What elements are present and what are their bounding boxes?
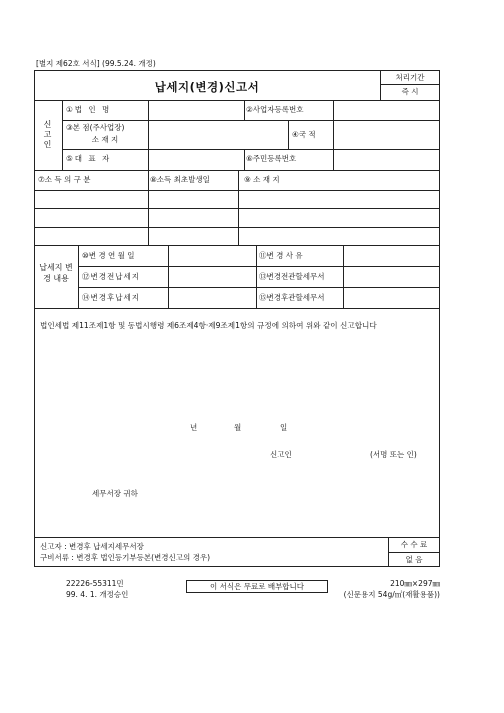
after-address-input[interactable] — [170, 289, 254, 306]
paper-type: (신문용지 54g/㎡(재활용품)) — [343, 590, 440, 599]
table-row[interactable] — [36, 210, 438, 225]
biz-reg-no-input[interactable] — [335, 102, 438, 118]
nationality-input[interactable] — [335, 122, 438, 147]
change-date-input[interactable] — [170, 247, 254, 264]
corp-name-label: ①법 인 명 — [66, 105, 112, 114]
representative-label: ⑤대 표 자 — [66, 154, 112, 163]
income-location-header: ⑨ 소 재 지 — [244, 175, 280, 184]
income-first-date-header: ⑧소득 최초발생일 — [150, 175, 210, 184]
resident-no-input[interactable] — [335, 151, 438, 168]
signature-note: (서명 또는 인) — [370, 450, 417, 459]
corp-name-input[interactable] — [150, 102, 242, 118]
form-number-note: [별지 제62호 서식] (99.5.24. 개정) — [36, 59, 156, 68]
approval-note: 99. 4. 1. 개정승인 — [66, 590, 129, 599]
before-office-label: ⑬변경전관할세무서 — [259, 272, 325, 281]
head-office-label: ③본 점(주사업장) — [66, 123, 125, 132]
after-office-label: ⑮변경후관할세무서 — [259, 293, 325, 302]
processing-period-label: 처리기간 — [395, 73, 425, 82]
processing-period-value: 즉 시 — [401, 87, 419, 96]
head-office-input[interactable] — [150, 122, 286, 147]
free-distribution-notice: 이 서식은 무료로 배부합니다 — [186, 580, 328, 593]
date-day: 일 — [280, 423, 288, 432]
representative-input[interactable] — [150, 151, 242, 168]
signature-label: 신고인 — [270, 450, 292, 459]
form-code: 22226-55311민 — [66, 579, 124, 588]
after-office-input[interactable] — [345, 289, 438, 306]
table-row[interactable] — [36, 229, 438, 243]
table-row[interactable] — [36, 192, 438, 206]
form-title: 납세지(변경)신고서 — [154, 80, 260, 94]
fee-value: 없 음 — [405, 555, 423, 564]
change-reason-label: ⑪변 경 사 유 — [259, 251, 303, 260]
submit-to-note: 신고자 : 변경후 납세지세무서장 — [40, 542, 144, 551]
change-reason-input[interactable] — [345, 247, 438, 264]
change-date-label: ⑩변 경 연 월 일 — [82, 251, 135, 260]
before-office-input[interactable] — [345, 268, 438, 285]
date-year: 년 — [190, 423, 198, 432]
paper-size: 210㎜×297㎜ — [390, 579, 440, 588]
before-address-input[interactable] — [170, 268, 254, 285]
reporter-section-label: 신고인 — [43, 120, 52, 150]
fee-label: 수 수 료 — [400, 540, 428, 549]
nationality-label: ④국 적 — [292, 130, 316, 139]
after-address-label: ⑭변경후납세지 — [82, 293, 140, 302]
head-office-address-label: 소 재 지 — [91, 135, 119, 144]
date-month: 월 — [234, 423, 242, 432]
declaration-statement: 법인세법 제11조제1항 및 동법시행령 제6조제4항·제9조제1항의 규정에 의하여 위와 같이 신고합니다 — [40, 321, 377, 330]
resident-no-label: ⑥주민등록번호 — [246, 154, 297, 163]
change-section-label: 납세지 변경 내용 — [39, 263, 73, 283]
addressee: 세무서장 귀하 — [92, 489, 138, 498]
biz-reg-no-label: ②사업자등록번호 — [246, 105, 304, 114]
income-type-header: ⑦소 득 의 구 분 — [38, 175, 91, 184]
before-address-label: ⑫변경전납세지 — [82, 272, 140, 281]
required-documents-note: 구비서류 : 변경후 법인등기부등본(변경신고의 경우) — [40, 553, 211, 562]
signature-input[interactable] — [300, 447, 366, 461]
